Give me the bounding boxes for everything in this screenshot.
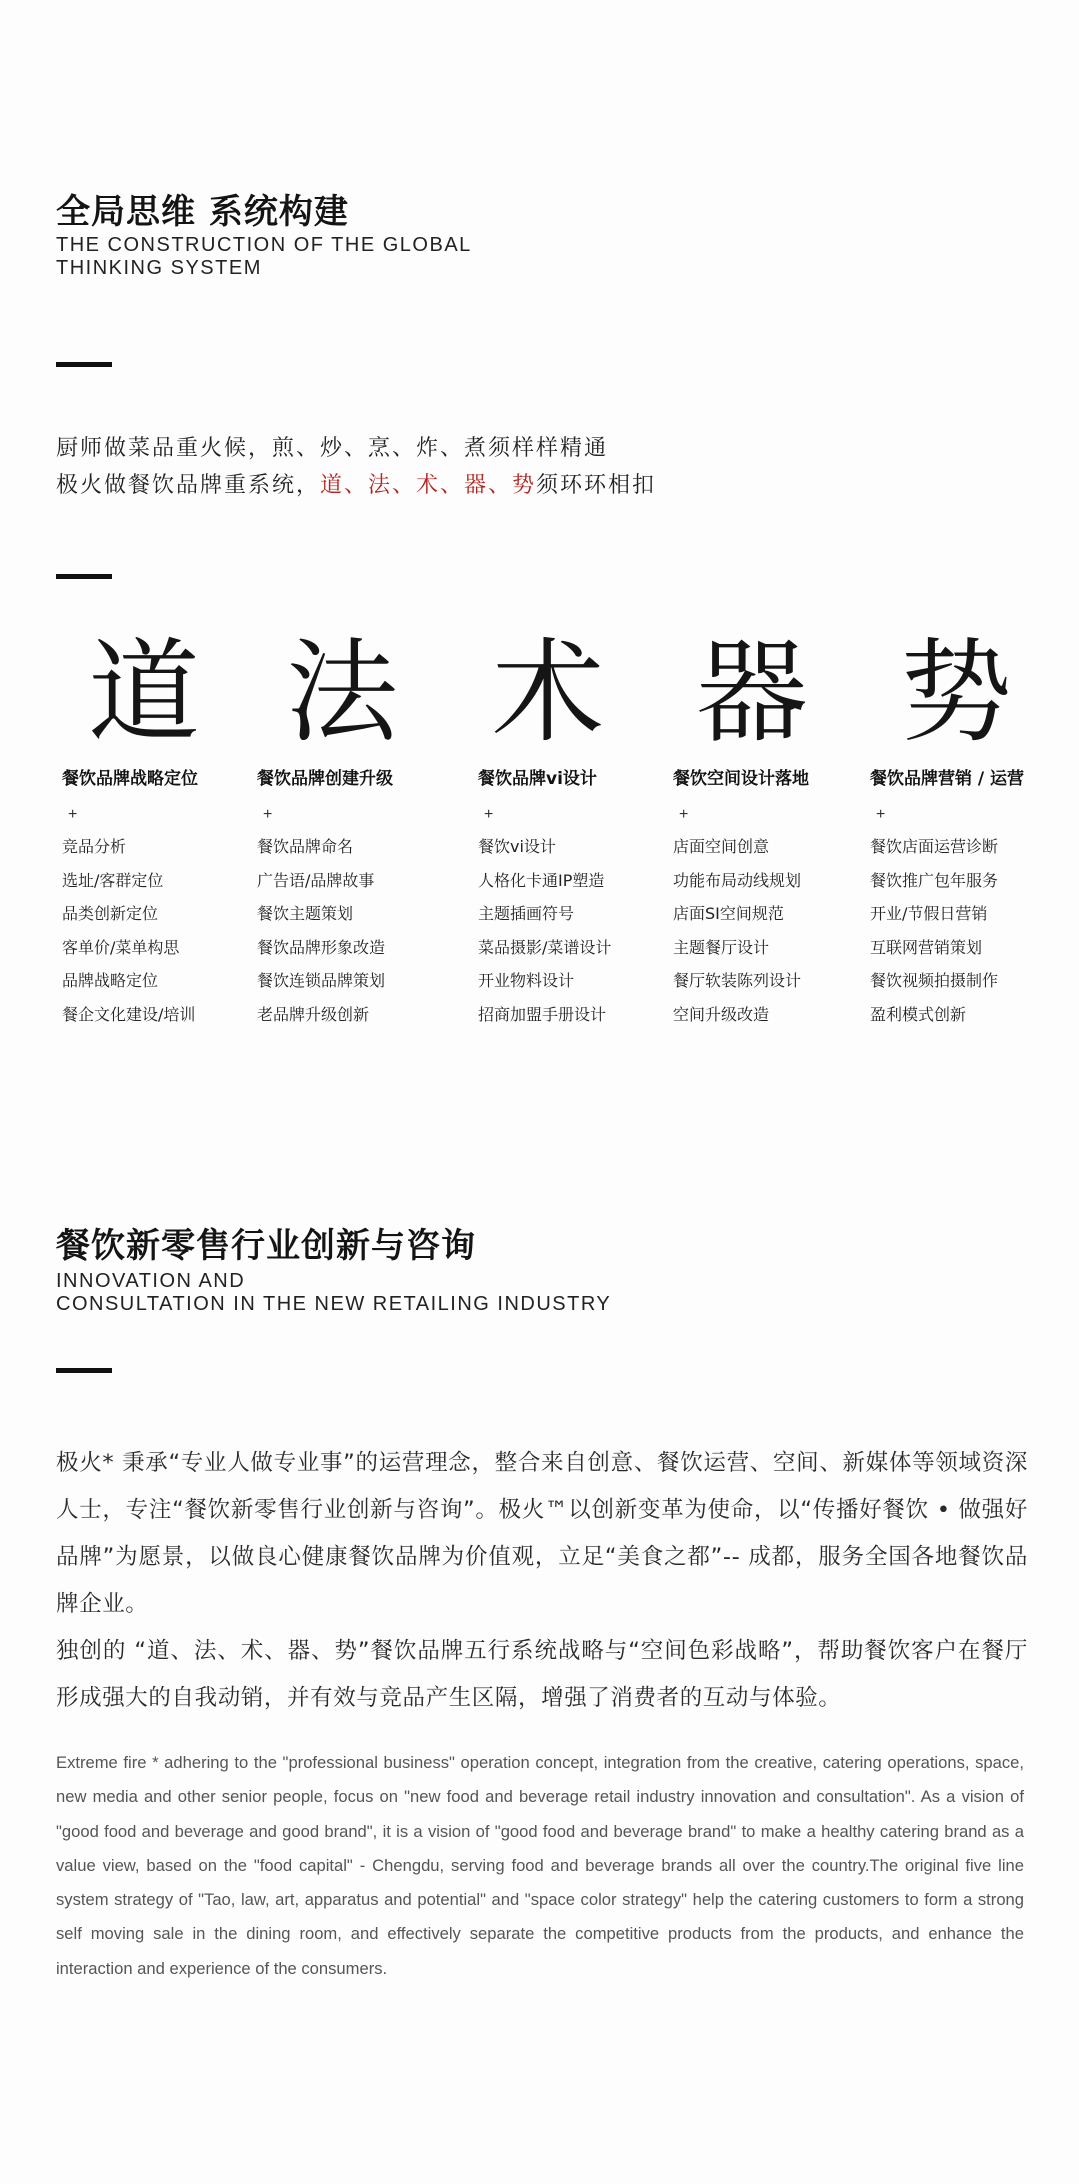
divider-dash-2 (56, 574, 112, 579)
intro-text (56, 430, 656, 504)
list-item: 品类创新定位 (62, 904, 159, 923)
list-item: 客单价/菜单构思 (62, 937, 180, 957)
pillar-column-shu (478, 766, 678, 1031)
list-item: 餐饮品牌命名 (257, 837, 354, 856)
pillar-column-qi (673, 766, 873, 1031)
plus-icon: + (263, 806, 273, 823)
list-item: 主题插画符号 (478, 904, 575, 923)
pillar-title: 餐饮品牌营销 / 运营 (870, 769, 1025, 789)
list-item: 餐饮推广包年服务 (870, 870, 999, 890)
pillar-column-fa (257, 766, 457, 1031)
divider-dash-3 (56, 1368, 112, 1373)
plus-icon: + (679, 806, 689, 823)
pillar-list (673, 830, 873, 1031)
five-elements-characters (56, 628, 1046, 758)
body-paragraph-2: 独创的 “道、法、术、器、势”餐饮品牌五行系统战略与“空间色彩战略”，帮助餐饮客户在餐厅形成强大的自我动销，并有效与竞品产生区隔，增强了消费者的互动与体验。 (56, 1638, 1028, 1711)
list-item: 店面空间创意 (673, 837, 770, 856)
section1-subtitle-line1: THE CONSTRUCTION OF THE GLOBAL (56, 234, 472, 256)
list-item: 餐饮店面运营诊断 (870, 837, 999, 856)
intro-line-2-highlight: 道、法、术、器、势 (320, 473, 537, 498)
list-item: 餐饮主题策划 (257, 904, 354, 923)
plus-icon: + (876, 806, 886, 823)
list-item: 人格化卡通IP塑造 (478, 870, 605, 890)
list-item: 互联网营销策划 (870, 937, 983, 957)
list-item: 竞品分析 (62, 837, 127, 856)
list-item: 餐饮vi设计 (478, 837, 556, 856)
list-item: 餐饮视频拍摄制作 (870, 971, 999, 990)
pillar-list (870, 830, 1070, 1031)
section1-subtitle-line2: THINKING SYSTEM (56, 257, 262, 279)
list-item: 开业物料设计 (478, 971, 575, 990)
section2-subtitle-line1: INNOVATION AND (56, 1270, 246, 1292)
list-item: 菜品摄影/菜谱设计 (478, 937, 612, 957)
big-char-fa: 法 (286, 628, 398, 758)
list-item: 空间升级改造 (673, 1004, 770, 1024)
list-item: 盈利模式创新 (870, 1004, 967, 1024)
list-item: 开业/节假日营销 (870, 904, 988, 923)
pillar-column-shi (870, 766, 1070, 1031)
pillar-column-dao (62, 766, 262, 1031)
pillar-title: 餐饮品牌战略定位 (62, 769, 198, 789)
big-char-shu: 术 (492, 628, 604, 758)
list-item: 主题餐厅设计 (673, 937, 770, 957)
pillar-title: 餐饮空间设计落地 (673, 769, 809, 789)
big-char-shi: 势 (900, 628, 1012, 758)
body-paragraph-1: 极火* 秉承“专业人做专业事”的运营理念，整合来自创意、餐饮运营、空间、新媒体等领域资深人士，专注“餐饮新零售行业创新与咨询”。极火™以创新变革为使命，以“传播好餐饮 • 做强好品牌”为愿景，以做良心健康餐饮品牌为价值观，立足“美食之都”-- 成都，服务全国各地餐饮品牌企业。 (56, 1450, 1028, 1617)
section2-subtitle-line2: CONSULTATION IN THE NEW RETAILING INDUSTRY (56, 1293, 612, 1315)
big-char-dao: 道 (88, 628, 200, 758)
intro-line-2-suffix: 须环环相扣 (536, 473, 657, 498)
list-item: 餐企文化建设/培训 (62, 1004, 196, 1024)
pillar-list (62, 830, 262, 1031)
plus-icon: + (68, 806, 78, 823)
section1-title: 全局思维 系统构建 (56, 192, 349, 232)
list-item: 招商加盟手册设计 (478, 1004, 607, 1024)
intro-line-1: 厨师做菜品重火候，煎、炒、烹、炸、煮须样样精通 (56, 436, 609, 461)
section2-title: 餐饮新零售行业创新与咨询 (56, 1226, 476, 1266)
list-item: 功能布局动线规划 (673, 870, 802, 890)
list-item: 广告语/品牌故事 (257, 870, 375, 890)
body-paragraph-english: Extreme fire * adhering to the "professional business" operation concept, integration from the creative, catering operations, space, new media and other senior people, focus on "new food and beverage retail industry innovation and consultation". As a vision of "good food and beverage and good brand", it is a vision of "good food and beverage brand" to make a healthy catering brand as a value view, based on the "food capital" - Chengdu, serving food and beverage brands all over the country.The original five line system strategy of "Tao, law, art, apparatus and potential" and "space color strategy" help the catering customers to form a strong self moving sale in the dining room, and effectively separate the competitive products from the products, and enhance the interaction and experience of the consumers. (56, 1753, 1024, 1978)
list-item: 选址/客群定位 (62, 870, 164, 890)
list-item: 餐饮连锁品牌策划 (257, 971, 386, 990)
intro-line-2 (56, 467, 656, 504)
section1-subtitle (56, 234, 472, 280)
list-item: 餐饮品牌形象改造 (257, 937, 386, 957)
divider-dash-1 (56, 362, 112, 367)
big-char-qi: 器 (696, 628, 808, 758)
list-item: 老品牌升级创新 (257, 1004, 370, 1024)
pillar-title: 餐饮品牌vi设计 (478, 769, 597, 789)
pillar-list (257, 830, 457, 1031)
pillar-title: 餐饮品牌创建升级 (257, 769, 393, 789)
section2-subtitle (56, 1270, 611, 1316)
list-item: 店面SI空间规范 (673, 904, 784, 923)
plus-icon: + (484, 806, 494, 823)
list-item: 餐厅软装陈列设计 (673, 971, 802, 990)
intro-line-2-prefix: 极火做餐饮品牌重系统， (56, 473, 321, 498)
pillar-list (478, 830, 678, 1031)
list-item: 品牌战略定位 (62, 971, 159, 990)
